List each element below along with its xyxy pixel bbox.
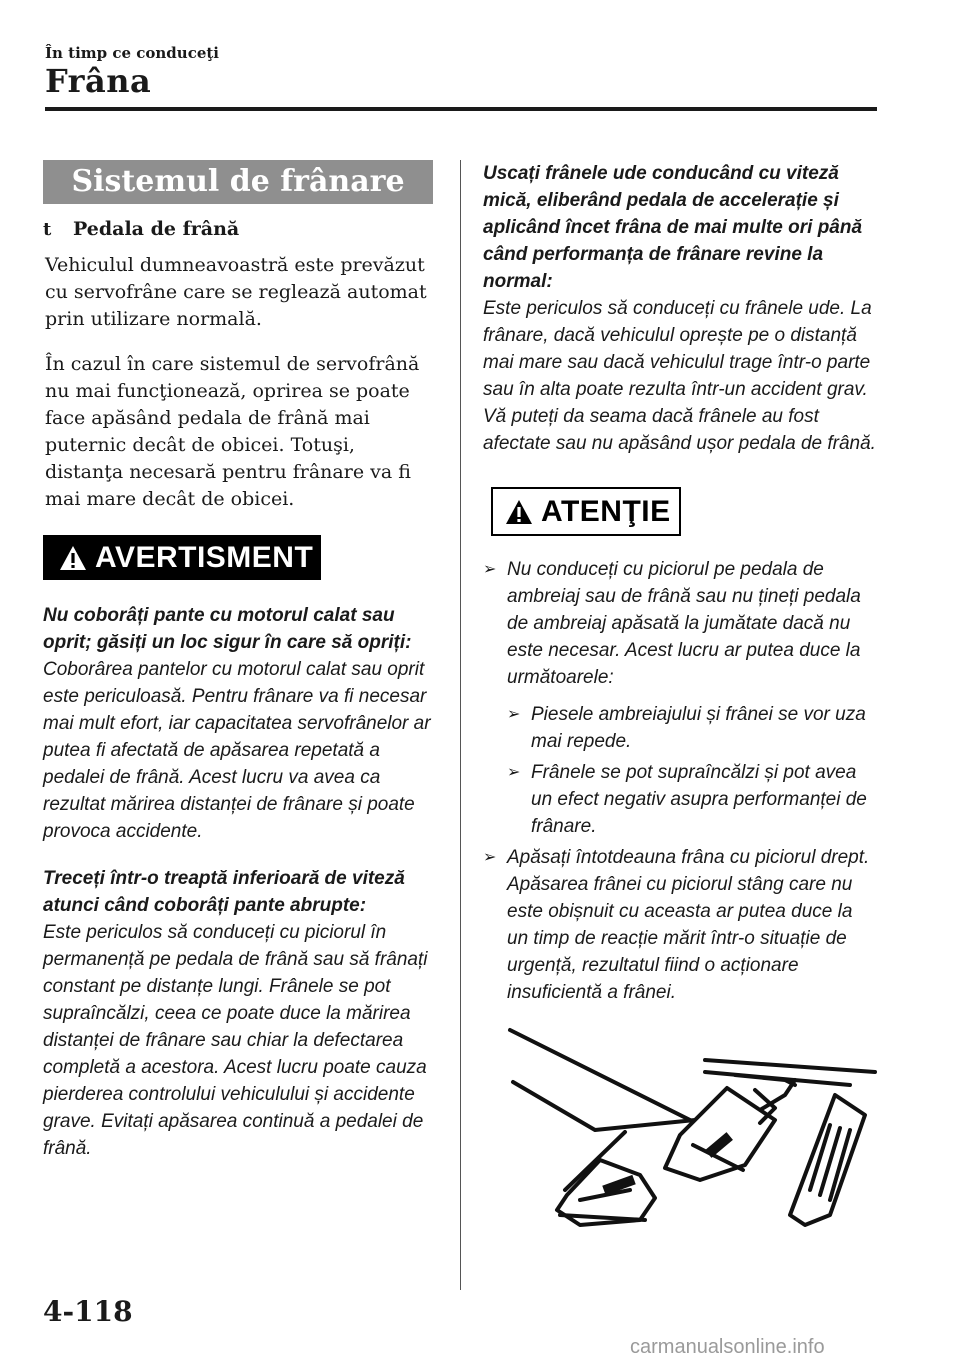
column-divider <box>460 160 461 1290</box>
sub-list-item <box>507 759 878 840</box>
arrow-bullet-icon: ➢ <box>507 764 521 781</box>
list-item <box>483 556 878 691</box>
list-item-text: Nu conduceți cu piciorul pe pedala de ambreiaj sau de frână sau nu țineți pedala de ambreiaj apăsată la jumătate dacă nu este necesar. Acest lucru ar putea duce la următoarele: <box>507 559 861 688</box>
sub-list <box>507 701 878 840</box>
page-number: 4-118 <box>43 1295 133 1328</box>
arrow-bullet-icon: ➢ <box>483 561 497 578</box>
left-column <box>43 160 433 1182</box>
subheading <box>43 218 433 240</box>
arrow-bullet-icon: ➢ <box>483 849 497 866</box>
warning-badge <box>43 535 321 580</box>
header-rule <box>45 107 877 111</box>
warning-item <box>483 160 878 457</box>
sub-list-item-text: Frânele se pot supraîncălzi și pot avea un efect negativ asupra performanței de frânare. <box>531 762 867 837</box>
warning-label: AVERTISMENT <box>95 540 314 574</box>
warning-item-text: Coborârea pantelor cu motorul calat sau oprit este periculoasă. Pentru frânare va fi necesar mai mult efort, iar capacitatea servofrânelor ar putea fi afectată de apăsarea repetată a pedalei de frână. Acest lucru va avea ca rezultat mărirea distanței de frânare și poate provoca accidente. <box>43 659 431 842</box>
caution-label: ATENŢIE <box>541 494 671 528</box>
right-column <box>483 160 878 1010</box>
intro-paragraph: Vehiculul dumneavoastră este prevăzut cu servofrâne care se reglează automat prin utilizare normală. <box>45 254 427 330</box>
warning-item-text: Este periculos să conduceți cu frânele ude. La frânare, dacă vehiculul oprește pe o distanță mai mare sau dacă vehiculul trage într-o parte sau în alta poate rezulta într-un accident grav. Vă puteți da seama dacă frânele au fost afectate sau nu apăsând ușor pedala de frână. <box>483 298 876 454</box>
page-title: Frâna <box>45 62 152 100</box>
pedal-foot-illustration <box>505 1020 885 1270</box>
arrow-bullet-icon: ➢ <box>507 706 521 723</box>
subheading-text: Pedala de frână <box>73 218 240 240</box>
running-section-title: În timp ce conduceţi <box>45 44 219 62</box>
warning-item-title: Uscați frânele ude conducând cu viteză mică, eliberând pedala de accelerație și aplicând încet frâna de mai multe ori până când performanța de frânare revine la normal: <box>483 163 863 292</box>
sub-list-item-text: Piesele ambreiajului și frânei se vor uza mai repede. <box>531 704 866 752</box>
sub-list-item <box>507 701 878 755</box>
list-item <box>483 844 878 1006</box>
caution-triangle-icon <box>505 499 533 525</box>
section-banner: Sistemul de frânare <box>43 160 433 204</box>
warning-item <box>43 865 433 1162</box>
warning-item-text: Este periculos să conduceți cu piciorul în permanență pe pedala de frână sau să frânați constant pe distanțe lungi. Frânele se pot supraîncălzi, ceea ce poate duce la mărirea distanței de frânare sau chiar la defectarea completă a acestora. Acest lucru poate cauza pierderea controlului vehiculului și accidente grave. Evitați apăsarea continuă a pedalei de frână. <box>43 922 428 1159</box>
warning-triangle-icon <box>59 545 87 571</box>
servo-failure-paragraph: În cazul în care sistemul de servofrână nu mai funcţionează, oprirea se poate face apăsând pedala de frână mai puternic decât de obicei. Totuşi, distanţa necesară pentru frânare va fi mai mare decât de obicei. <box>45 353 420 510</box>
warning-item-title: Treceți într-o treaptă inferioară de viteză atunci când coborâți pante abrupte: <box>43 868 405 916</box>
warning-item <box>43 602 433 845</box>
subheading-marker: t <box>43 218 52 240</box>
caution-badge <box>491 487 681 536</box>
watermark: carmanualsonline.info <box>630 1336 825 1358</box>
warning-item-title: Nu coborâți pante cu motorul calat sau oprit; găsiți un loc sigur în care să opriți: <box>43 605 412 653</box>
list-item-text: Apăsați întotdeauna frâna cu piciorul drept. Apăsarea frânei cu piciorul stâng care nu este obișnuit cu aceasta ar putea duce la un timp de reacție mărit într-o situație de urgență, rezultatul fiind o acționare insuficientă a frânei. <box>507 847 870 1003</box>
